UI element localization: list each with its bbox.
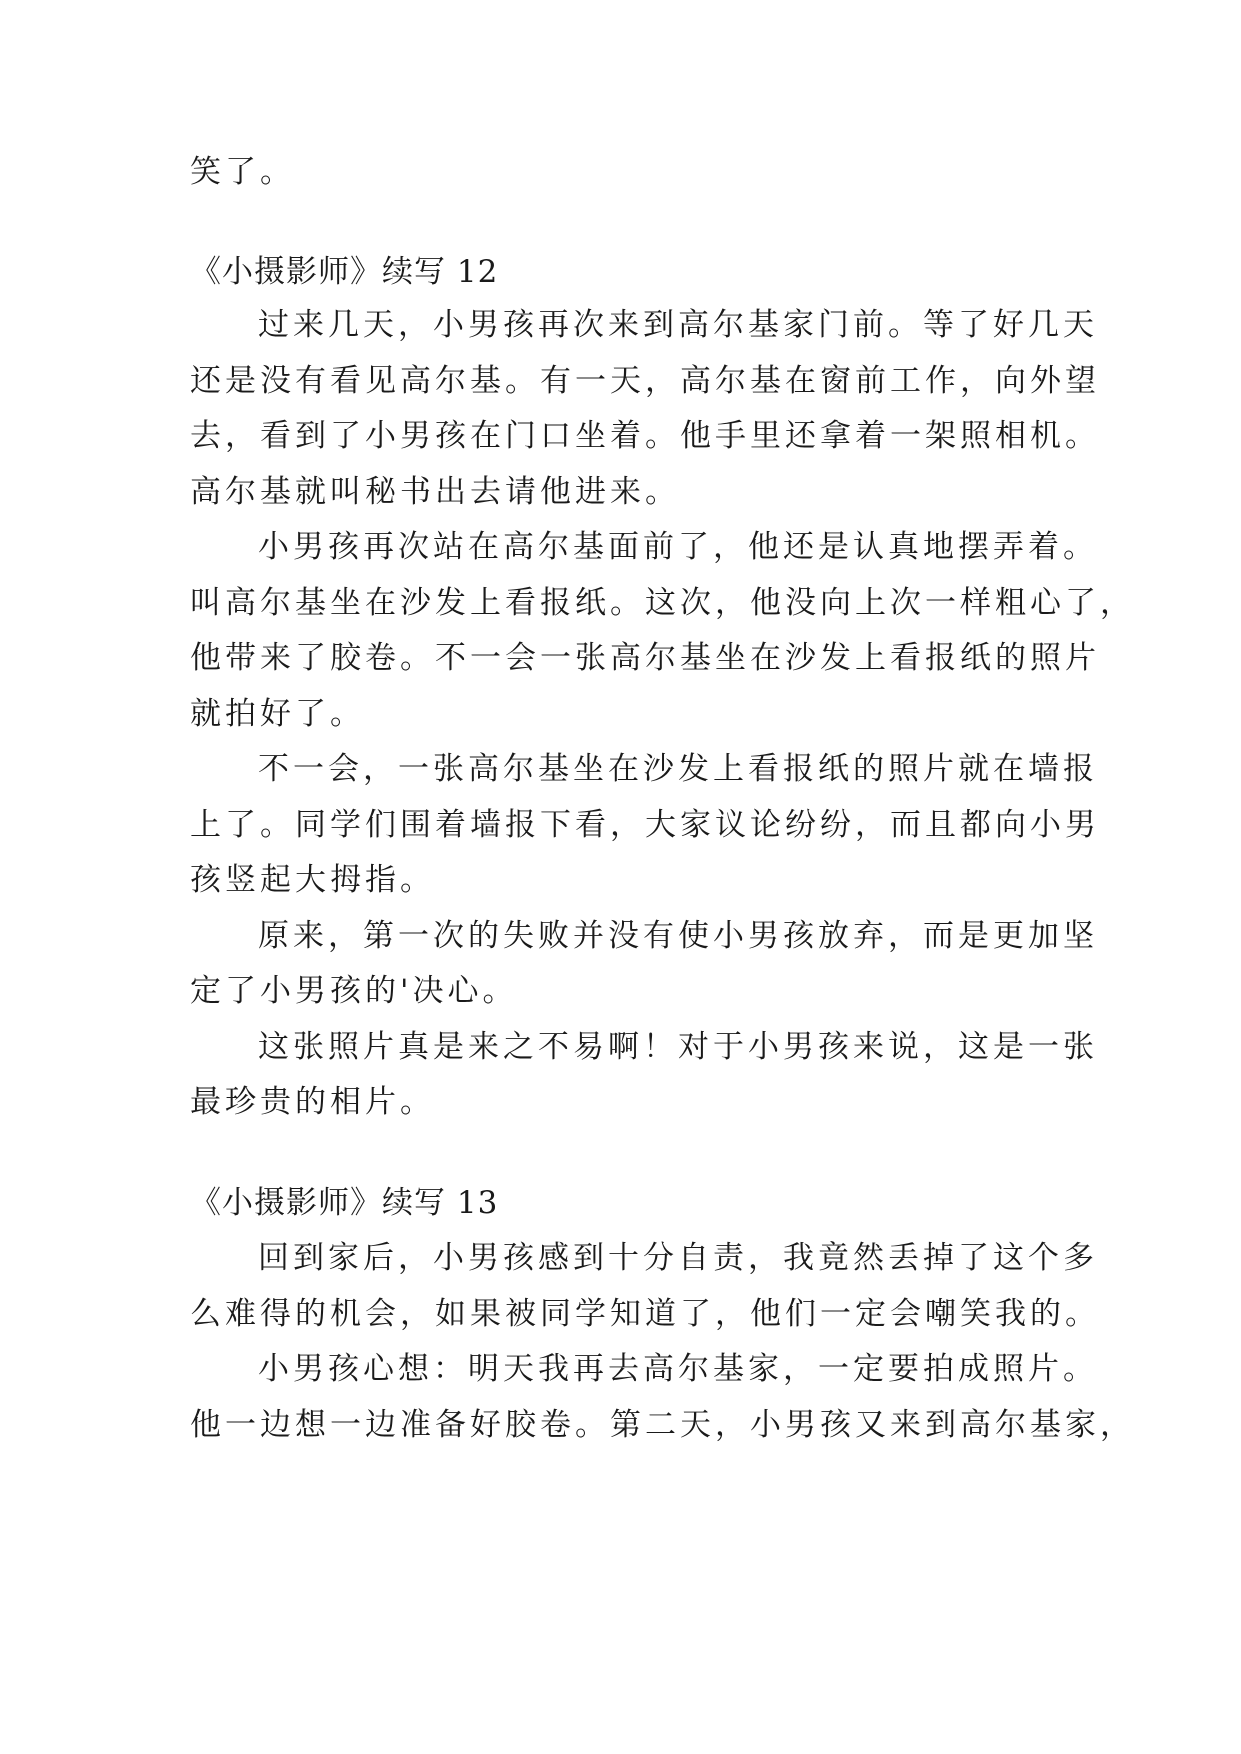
paragraph-line: 原来，第一次的失败并没有使小男孩放弃，而是更加坚 (258, 918, 1098, 954)
paragraph-line: 最珍贵的相片。 (190, 1084, 435, 1120)
paragraph-line: 还是没有看见高尔基。有一天，高尔基在窗前工作，向外望 (190, 363, 1100, 399)
paragraph-line: 过来几天，小男孩再次来到高尔基家门前。等了好几天 (258, 307, 1098, 343)
paragraph-line: 小男孩再次站在高尔基面前了，他还是认真地摆弄着。 (258, 529, 1098, 565)
paragraph-line: 高尔基就叫秘书出去请他进来。 (190, 474, 680, 510)
paragraph-line: 上了。同学们围着墙报下看，大家议论纷纷，而且都向小男 (190, 807, 1100, 843)
paragraph-line: 去，看到了小男孩在门口坐着。他手里还拿着一架照相机。 (190, 418, 1100, 454)
section-title: 《小摄影师》续写 12 (190, 254, 499, 290)
paragraph-line: 么难得的机会，如果被同学知道了，他们一定会嘲笑我的。 (190, 1296, 1100, 1332)
paragraph-line: 回到家后，小男孩感到十分自责，我竟然丢掉了这个多 (258, 1240, 1098, 1276)
paragraph-line: 不一会，一张高尔基坐在沙发上看报纸的照片就在墙报 (258, 751, 1098, 787)
paragraph-line: 小男孩心想：明天我再去高尔基家，一定要拍成照片。 (258, 1351, 1098, 1387)
paragraph-line: 笑了。 (190, 154, 295, 190)
paragraph-line: 叫高尔基坐在沙发上看报纸。这次，他没向上次一样粗心了， (190, 585, 1135, 621)
paragraph-line: 他一边想一边准备好胶卷。第二天，小男孩又来到高尔基家， (190, 1407, 1135, 1443)
section-title: 《小摄影师》续写 13 (190, 1185, 499, 1221)
paragraph-line: 这张照片真是来之不易啊！对于小男孩来说，这是一张 (258, 1029, 1098, 1065)
paragraph-line: 定了小男孩的'决心。 (190, 973, 518, 1009)
paragraph-line: 孩竖起大拇指。 (190, 862, 435, 898)
paragraph-line: 他带来了胶卷。不一会一张高尔基坐在沙发上看报纸的照片 (190, 640, 1100, 676)
paragraph-line: 就拍好了。 (190, 696, 365, 732)
